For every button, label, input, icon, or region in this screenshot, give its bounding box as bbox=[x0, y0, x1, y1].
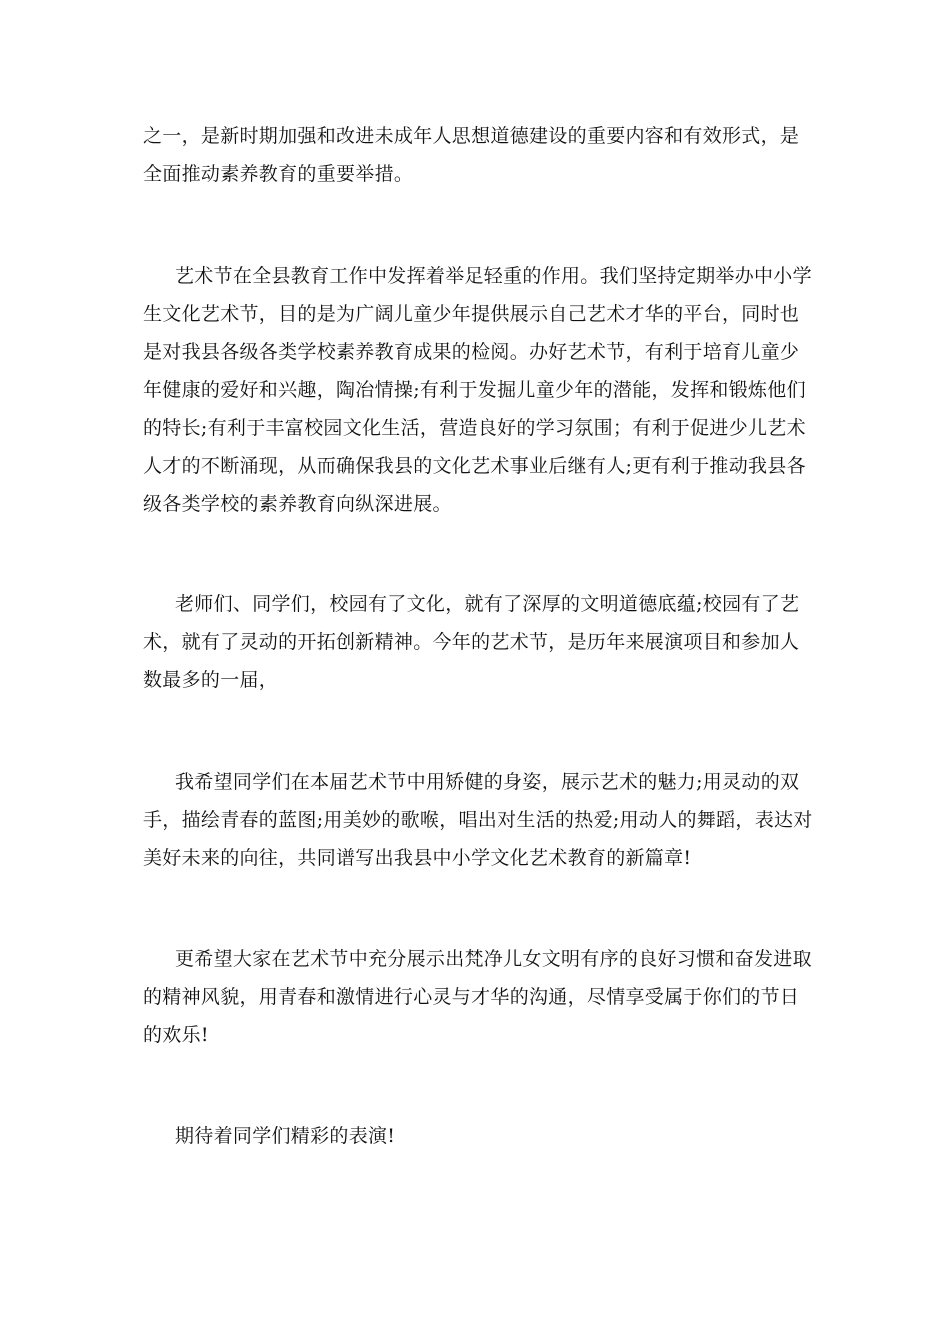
paragraph-campus-culture: 老师们、同学们，校园有了文化，就有了深厚的文明道德底蕴;校园有了艺术，就有了灵动的开拓创新精神。今年的艺术节，是历年来展演项目和参加人数最多的一届， bbox=[143, 593, 800, 691]
paragraph-further-hopes: 更希望大家在艺术节中充分展示出梵净儿女文明有序的良好习惯和奋发进取的精神风貌，用青春和激情进行心灵与才华的沟通，尽情享受属于你们的节日的欢乐! bbox=[143, 948, 812, 1046]
paragraph-hopes-for-students: 我希望同学们在本届艺术节中用矫健的身姿，展示艺术的魅力;用灵动的双手，描绘青春的蓝图;用美妙的歌喉，唱出对生活的热爱;用动人的舞蹈，表达对美好未来的向往，共同谱写出我县中小学文化艺术教育的新篇章! bbox=[143, 771, 813, 869]
paragraph-continuation: 之一，是新时期加强和改进未成年人思想道德建设的重要内容和有效形式，是全面推动素养教育的重要举措。 bbox=[143, 125, 800, 185]
paragraph-closing: 期待着同学们精彩的表演! bbox=[175, 1125, 396, 1147]
paragraph-art-festival-role: 艺术节在全县教育工作中发挥着举足轻重的作用。我们坚持定期举办中小学生文化艺术节，目的是为广阔儿童少年提供展示自己艺术才华的平台，同时也是对我县各级各类学校素养教育成果的检阅。办好艺术节，有利于培育儿童少年健康的爱好和兴趣，陶冶情操;有利于发掘儿童少年的潜能，发挥和锻炼他们的特长;有利于丰富校园文化生活，营造良好的学习氛围；有利于促进少儿艺术人才的不断涌现，从而确保我县的文化艺术事业后继有人;更有利于推动我县各级各类学校的素养教育向纵深进展。 bbox=[143, 265, 812, 515]
